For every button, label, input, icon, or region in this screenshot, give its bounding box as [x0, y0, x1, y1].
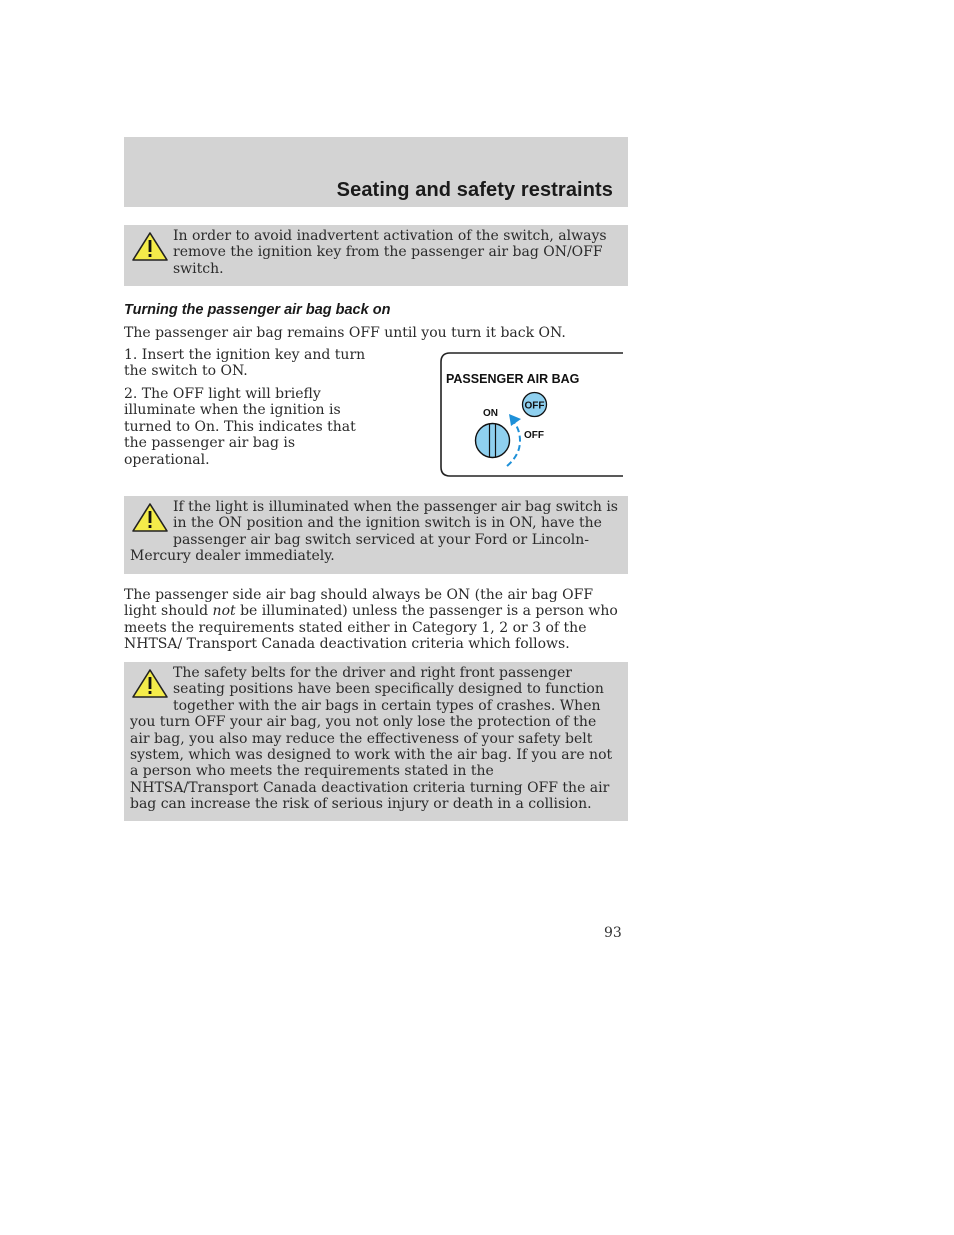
step-2-text: 2. The OFF light will briefly illuminate when the ignition is turned to On. This indicates that the passenger air bag is operational.	[124, 386, 356, 468]
warning-text: In order to avoid inadvertent activation of the switch, always remove the ignition key from the passenger air bag ON/OFF switch.	[173, 228, 607, 277]
warning-box-ignition-key	[124, 225, 628, 286]
warning-box-safety-belts	[124, 662, 628, 821]
section-header	[124, 137, 628, 207]
page-number: 93	[604, 925, 622, 941]
paragraph-text-start: The passenger side air bag should always be ON (the air bag OFF light should	[124, 587, 594, 620]
off-label: OFF	[524, 430, 544, 441]
section-heading: Turning the passenger air bag back on	[124, 302, 391, 318]
page-title: Seating and safety restraints	[336, 179, 613, 201]
paragraph-text-end: be illuminated) unless the passenger is a person who meets the requirements stated either in Category 1, 2 or 3 of the NHTSA/ Transport Canada deactivation criteria which follows.	[124, 603, 618, 653]
on-label: ON	[483, 408, 498, 419]
step-1-text: 1. Insert the ignition key and turn the switch to ON.	[124, 347, 366, 380]
warning-triangle-icon	[130, 667, 170, 699]
ignition-knob	[476, 424, 510, 458]
intro-text: The passenger air bag remains OFF until you turn it back ON.	[124, 325, 566, 341]
off-light-label: OFF	[524, 400, 545, 412]
warning-triangle-icon	[130, 501, 170, 533]
air-bag-switch-figure	[440, 352, 630, 478]
warning-text: The safety belts for the driver and right front passenger seating positions have been specifically designed to function together with the air bags in certain types of crashes. When you turn OFF your air bag, you not only lose the protection of the air bag, you also may reduce the effectiveness of your safety belt system, which was designed to work with the air bag. If you are not a person who meets the requirements stated in the NHTSA/Transport Canada deactivation criteria turning OFF the air bag can increase the risk of serious injury or death in a collision.	[130, 665, 613, 813]
warning-triangle-icon	[130, 230, 170, 262]
figure-title: PASSENGER AIR BAG	[446, 372, 580, 386]
warning-box-light-illuminated	[124, 496, 628, 574]
body-paragraph	[124, 587, 628, 653]
warning-text: If the light is illuminated when the passenger air bag switch is in the ON position and the ignition switch is in ON, have the passenger air bag switch serviced at your Ford or Lincoln-Mercury dealer immediately.	[130, 499, 618, 565]
paragraph-emphasis: not	[212, 603, 236, 620]
